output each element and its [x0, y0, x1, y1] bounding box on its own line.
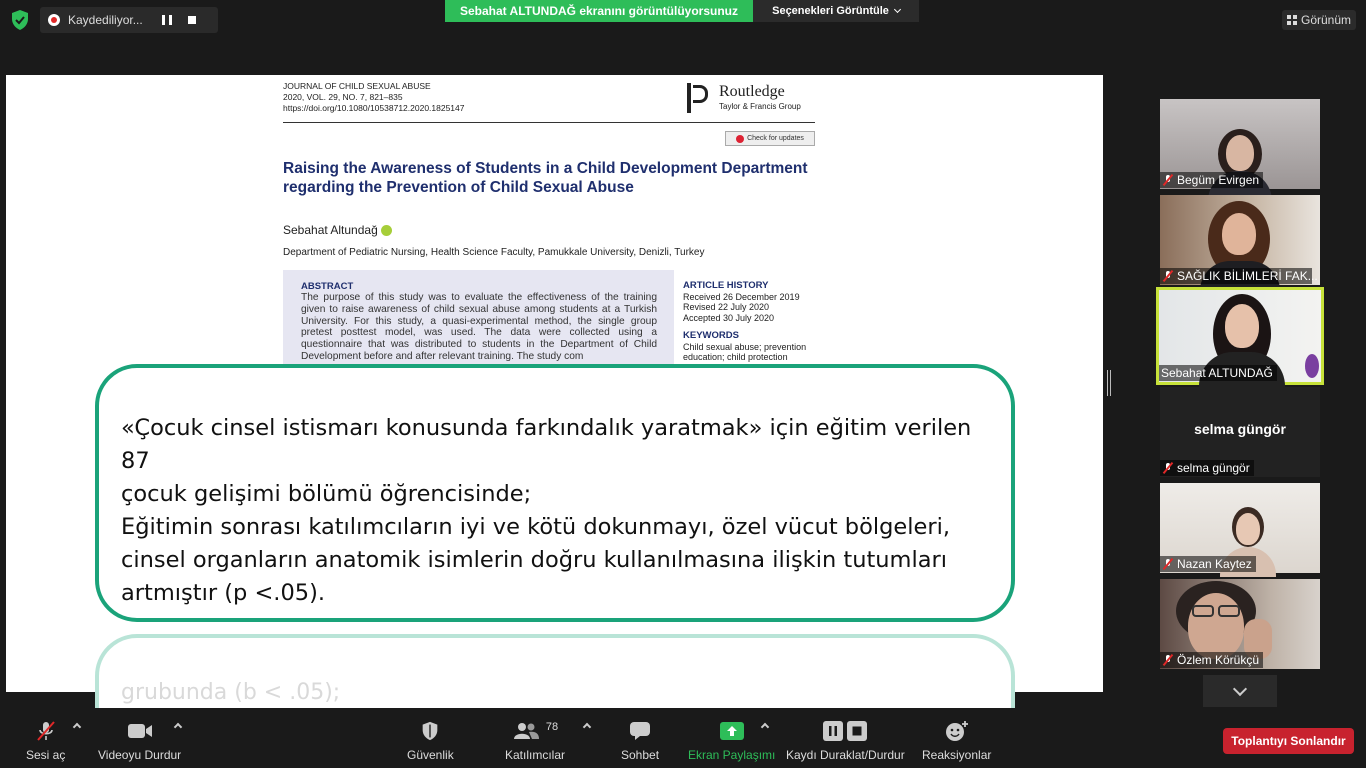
participant-display-name: selma güngör: [1194, 421, 1286, 437]
recording-dot-icon: [48, 14, 60, 26]
journal-name: JOURNAL OF CHILD SEXUAL ABUSE: [283, 81, 431, 91]
publisher-subtitle: Taylor & Francis Group: [719, 102, 801, 111]
crossmark-icon: [736, 135, 744, 143]
abstract-text: The purpose of this study was to evaluate the effectiveness of the training given to raise awareness of child sexual abuse among students at a Turkish University. For this study, a quasi-experimental method, the single group pretest posttest model, was used. The data were collected using a questionnaire that was distributed to students in the Department of Child Development before and after relevant training. The study com: [301, 292, 657, 362]
participants-icon: [512, 720, 558, 742]
participant-tile[interactable]: [1160, 387, 1320, 477]
security-label: Güvenlik: [407, 748, 454, 762]
participant-tile[interactable]: [1160, 579, 1320, 669]
participant-tile[interactable]: [1160, 99, 1320, 189]
stop-video-label: Videoyu Durdur: [98, 748, 182, 762]
scroll-participants-down-button[interactable]: [1203, 675, 1277, 707]
view-options-label: Seçenekleri Görüntüle: [772, 5, 889, 17]
smiley-plus-icon: [945, 720, 969, 742]
meeting-toolbar: [0, 708, 1366, 768]
mic-muted-icon: [34, 720, 58, 742]
participant-name: Begüm Evirgen: [1160, 172, 1263, 188]
summary-line-3: Eğitimin sonrası katılımcıların iyi ve kötü dokunmayı, özel vücut bölgeleri,: [121, 514, 950, 540]
recording-indicator: [40, 7, 218, 33]
revised-date: Revised 22 July 2020: [683, 302, 770, 312]
journal-volume: 2020, VOL. 29, NO. 7, 821–835: [283, 92, 403, 102]
participants-label: Katılımcılar: [505, 748, 566, 762]
check-updates-label: Check for updates: [747, 135, 804, 142]
summary-text: [121, 412, 1001, 610]
participants-options-caret-icon[interactable]: [583, 723, 591, 731]
audio-options-caret-icon[interactable]: [73, 723, 81, 731]
routledge-mark-icon: [687, 83, 709, 113]
view-options-button[interactable]: [753, 0, 919, 22]
screen-share-banner: Sebahat ALTUNDAĞ ekranını görüntülüyorsunuz: [445, 0, 753, 22]
pause-icon: [823, 721, 843, 741]
paper-page: [283, 81, 815, 362]
mic-muted-icon: [1162, 654, 1174, 666]
view-button[interactable]: [1282, 10, 1356, 30]
unmute-button[interactable]: [26, 720, 65, 762]
video-camera-icon: [127, 720, 153, 742]
paper-affiliation: Department of Pediatric Nursing, Health Science Faculty, Pamukkale University, Denizli, Turkey: [283, 247, 705, 258]
participants-count: 78: [545, 721, 559, 733]
chat-label: Sohbet: [621, 748, 660, 762]
participants-button[interactable]: [505, 720, 565, 762]
reactions-button[interactable]: [922, 720, 991, 762]
summary-line-1: «Çocuk cinsel istismarı konusunda farkındalık yaratmak» için eğitim verilen 87: [121, 415, 972, 474]
publisher-logo: [687, 83, 815, 113]
end-meeting-button[interactable]: Toplantıyı Sonlandır: [1223, 728, 1354, 754]
mic-muted-icon: [1162, 270, 1174, 282]
view-button-label: Görünüm: [1300, 13, 1352, 27]
recording-label: Kaydediliyor...: [68, 13, 143, 27]
summary-line-2: çocuk gelişimi bölümü öğrencisinde;: [121, 481, 532, 507]
orcid-icon: [381, 225, 392, 236]
history-heading: ARTICLE HISTORY: [683, 280, 769, 291]
pause-recording-icon[interactable]: [162, 15, 172, 25]
chat-bubble-icon: [629, 720, 651, 742]
participant-name: Nazan Kaytez: [1160, 556, 1256, 572]
faded-callout-text: grubunda (b < .05);: [121, 680, 341, 705]
share-screen-label: Ekran Paylaşımı: [688, 748, 776, 762]
active-speaker-tile[interactable]: [1156, 287, 1324, 385]
record-controls-icon: [823, 720, 867, 742]
accepted-date: Accepted 30 July 2020: [683, 312, 775, 323]
chat-button[interactable]: [621, 720, 659, 762]
record-controls-label: Kaydı Duraklat/Durdur: [786, 748, 905, 762]
article-sidebar: [683, 281, 823, 373]
paper-author: [283, 223, 392, 237]
header-rule: [283, 122, 815, 123]
shared-screen[interactable]: [6, 75, 1103, 705]
keywords-text: Child sexual abuse; prevention education; child protection: [683, 341, 807, 362]
reactions-label: Reaksiyonlar: [922, 748, 992, 762]
chevron-down-icon: [894, 6, 901, 13]
participant-name: Sebahat ALTUNDAĞ: [1159, 365, 1277, 381]
chevron-down-icon: [1233, 681, 1247, 695]
stop-icon: [847, 721, 867, 741]
panel-resize-handle[interactable]: [1107, 370, 1111, 396]
abstract-heading: ABSTRACT: [301, 281, 354, 292]
security-button[interactable]: [407, 720, 454, 762]
record-controls-button[interactable]: [786, 720, 905, 762]
summary-line-4: cinsel organların anatomik isimlerin doğru kullanılmasına ilişkin tutumları: [121, 547, 947, 573]
shield-icon: [419, 720, 441, 742]
participant-name: SAĞLIK BİLİMLERİ FAK...: [1160, 268, 1312, 284]
journal-doi: https://doi.org/10.1080/10538712.2020.1825147: [283, 103, 465, 113]
mic-muted-icon: [1162, 174, 1174, 186]
author-name: Sebahat Altundağ: [283, 223, 378, 237]
check-updates-button[interactable]: [725, 131, 815, 146]
summary-line-5: artmıştır (p <.05).: [121, 580, 326, 606]
keywords-heading: KEYWORDS: [683, 330, 739, 341]
participant-tile[interactable]: [1160, 483, 1320, 573]
unmute-label: Sesi aç: [26, 748, 66, 762]
security-shield-icon[interactable]: [8, 8, 32, 32]
mic-muted-icon: [1162, 558, 1174, 570]
stop-video-button[interactable]: [98, 720, 181, 762]
stop-recording-icon[interactable]: [188, 16, 196, 24]
share-screen-icon: [720, 720, 744, 742]
summary-callout: [95, 364, 1015, 622]
participant-name: selma güngör: [1160, 460, 1254, 476]
grid-view-icon: [1287, 15, 1297, 25]
participant-tile[interactable]: [1160, 195, 1320, 285]
paper-title: Raising the Awareness of Students in a Child Development Department regarding the Prevention of Child Sexual Abuse: [283, 160, 808, 196]
publisher-name: Routledge: [719, 83, 785, 100]
mic-muted-icon: [1162, 462, 1174, 474]
participant-name: Özlem Körükçü: [1160, 652, 1263, 668]
received-date: Received 26 December 2019: [683, 291, 800, 302]
